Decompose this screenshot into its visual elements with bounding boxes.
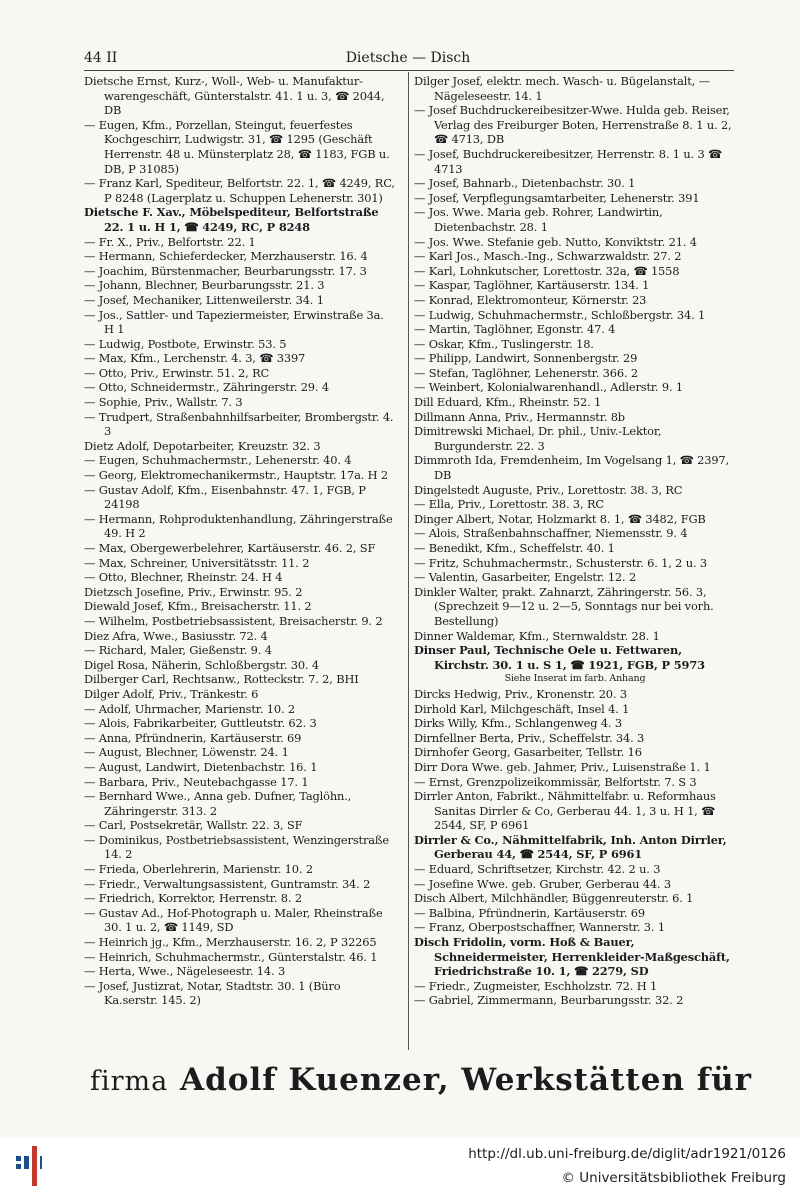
directory-entry: Dirhold Karl, Milchgeschäft, Insel 4. 1: [414, 701, 630, 716]
directory-entry: Dilger Josef, elektr. mech. Wasch- u. Bügelanstalt, — Nägeleseestr. 14. 1: [414, 74, 710, 103]
directory-entry: — Georg, Elektromechanikermstr., Hauptstr. 17a. H 2: [84, 468, 389, 483]
directory-entry: Dirrler & Co., Nähmittelfabrik, Inh. Anton Dirrler, Gerberau 44, ☎ 2544, SF, P 6961: [414, 832, 727, 862]
directory-entry: — Eugen, Kfm., Porzellan, Steingut, feuerfestes Kochgeschirr, Ludwigstr. 31, ☎ 1295 (Geschäft Herrenstr. 48 u. Münsterplatz 28, ☎ 1183, FGB u. DB, P 31085): [84, 117, 390, 176]
directory-entry: — Eugen, Schuhmachermstr., Lehenerstr. 40. 4: [84, 453, 352, 468]
directory-entry: — Jos. Wwe. Stefanie geb. Nutto, Konviktstr. 21. 4: [414, 234, 697, 249]
directory-entry: — Carl, Postsekretär, Wallstr. 22. 3, SF: [84, 818, 303, 833]
university-logo-icon: [16, 1146, 42, 1186]
directory-entry: — Hermann, Schieferdecker, Merzhauserstr. 16. 4: [84, 249, 368, 264]
directory-entry: — Otto, Priv., Erwinstr. 51. 2, RC: [84, 365, 270, 380]
directory-entry: — Konrad, Elektromonteur, Körnerstr. 23: [414, 292, 647, 307]
directory-entry: — Ludwig, Schuhmachermstr., Schloßbergstr. 34. 1: [414, 307, 706, 322]
directory-entry: Diez Afra, Wwe., Basiusstr. 72. 4: [84, 628, 268, 643]
directory-entry: — Trudpert, Straßenbahnhilfsarbeiter, Brombergstr. 4. 3: [84, 409, 394, 439]
directory-entry: — Benedikt, Kfm., Scheffelstr. 40. 1: [414, 541, 615, 555]
directory-entry: — Friedrich, Korrektor, Herrenstr. 8. 2: [84, 891, 302, 906]
directory-entry: — Karl, Lohnkutscher, Lorettostr. 32a, ☎ 1558: [414, 263, 680, 278]
inserat-note: Siehe Inserat im farb. Anhang: [504, 673, 646, 685]
directory-entry: Dinger Albert, Notar, Holzmarkt 8. 1, ☎ 3482, FGB: [414, 511, 706, 526]
directory-entry: — Wilhelm, Postbetriebsassistent, Breisacherstr. 9. 2: [84, 613, 383, 628]
directory-entry: — Gustav Ad., Hof-Photograph u. Maler, Rheinstraße 30. 1 u. 2, ☎ 1149, SD: [84, 905, 383, 935]
directory-entry: — Stefan, Taglöhner, Lehenerstr. 366. 2: [414, 365, 639, 380]
directory-entry: Disch Albert, Milchhändler, Büggenreuterstr. 6. 1: [414, 891, 694, 906]
directory-entry: Dinser Paul, Technische Oele u. Fettwaren, Kirchstr. 30. 1 u. S 1, ☎ 1921, FGB, P 5973: [414, 643, 705, 672]
viewer-footer: [0, 1138, 800, 1195]
directory-entry: — Weinbert, Kolonialwarenhandl., Adlerstr. 9. 1: [414, 380, 683, 395]
advert-text: Adolf Kuenzer, Werkstätten für: [180, 1062, 752, 1098]
header-rule: [84, 70, 734, 71]
left-column: [84, 74, 396, 1008]
directory-entry: — Anna, Pfründnerin, Kartäuserstr. 69: [84, 730, 302, 745]
directory-entry: — Friedr., Verwaltungsassistent, Guntramstr. 34. 2: [84, 876, 371, 891]
directory-entry: — Gustav Adolf, Kfm., Eisenbahnstr. 47. 1, FGB, P 24198: [84, 482, 366, 512]
directory-entry: Dietsche F. Xav., Möbelspediteur, Belfortstraße 22. 1 u. H 1, ☎ 4249, RC, P 8248: [84, 205, 379, 234]
directory-entry: Dimitrewski Michael, Dr. phil., Univ.-Lektor, Burgunderstr. 22. 3: [414, 424, 662, 453]
directory-entry: Dietzsch Josefine, Priv., Erwinstr. 95. 2: [84, 584, 303, 599]
directory-entry: — August, Blechner, Löwenstr. 24. 1: [84, 745, 289, 760]
directory-entry: Dirnfellner Berta, Priv., Scheffelstr. 34. 3: [414, 730, 645, 745]
directory-entry: — Josef, Justizrat, Notar, Stadtstr. 30. 1 (Büro Ka.serstr. 145. 2): [84, 978, 341, 1008]
copyright-notice: © Universitätsbibliothek Freiburg: [561, 1170, 786, 1186]
directory-entry: — Valentin, Gasarbeiter, Engelstr. 12. 2: [414, 570, 637, 585]
directory-entry: Dircks Hedwig, Priv., Kronenstr. 20. 3: [414, 686, 627, 701]
directory-entry: Dilger Adolf, Priv., Tränkestr. 6: [84, 686, 259, 701]
directory-entry: — Heinrich jg., Kfm., Merzhauserstr. 16. 2, P 32265: [84, 935, 377, 950]
directory-entry: Diewald Josef, Kfm., Breisacherstr. 11. 2: [84, 599, 312, 614]
directory-entry: — Hermann, Rohproduktenhandlung, Zähringerstraße 49. H 2: [84, 511, 393, 541]
directory-entry: — Josef, Mechaniker, Littenweilerstr. 34. 1: [84, 292, 324, 307]
directory-entry: — Franz Karl, Spediteur, Belfortstr. 22. 1, ☎ 4249, RC, P 8248 (Lagerplatz u. Schuppen Lehenerstr. 301): [84, 176, 395, 205]
directory-entry: — Dominikus, Postbetriebsassistent, Wenzingerstraße 14. 2: [84, 832, 389, 862]
directory-entry: Dimmroth Ida, Fremdenheim, Im Vogelsang 1, ☎ 2397, DB: [414, 453, 729, 483]
directory-entry: — Josef Buchdruckereibesitzer-Wwe. Hulda geb. Reiser, Verlag des Freiburger Boten, Herrenstraße 8. 1 u. 2, ☎ 4713, DB: [414, 103, 732, 147]
directory-entry: — Jos. Wwe. Maria geb. Rohrer, Landwirtin, Dietenbachstr. 28. 1: [414, 205, 663, 234]
directory-entry: — Adolf, Uhrmacher, Marienstr. 10. 2: [84, 701, 296, 716]
directory-entry: Dill Eduard, Kfm., Rheinstr. 52. 1: [414, 395, 602, 410]
directory-entry: — Max, Schreiner, Universitätsstr. 11. 2: [84, 555, 310, 570]
directory-entry: — Max, Obergewerbelehrer, Kartäuserstr. 46. 2, SF: [84, 541, 376, 555]
directory-entry: — Frieda, Oberlehrerin, Marienstr. 10. 2: [84, 862, 313, 877]
directory-entry: — Richard, Maler, Gießenstr. 9. 4: [84, 643, 272, 658]
page-title: Dietsche — Disch: [345, 50, 471, 66]
directory-entry: — Otto, Blechner, Rheinstr. 24. H 4: [84, 570, 283, 585]
directory-entry: — Kaspar, Taglöhner, Kartäuserstr. 134. 1: [414, 278, 650, 293]
directory-entry: Dinner Waldemar, Kfm., Sternwaldstr. 28. 1: [414, 628, 660, 643]
directory-entry: Dinkler Walter, prakt. Zahnarzt, Zähringerstr. 56. 3, (Sprechzeit 9—12 u. 2—5, Sonntags nur bei vorh. Bestellung): [414, 584, 714, 628]
directory-entry: Dirrler Anton, Fabrikt., Nähmittelfabr. u. Reformhaus Sanitas Dirrler & Co, Gerberau 44. 1, 3 u. H 1, ☎ 2544, SF, P 6961: [414, 789, 716, 833]
directory-entry: Dillmann Anna, Priv., Hermannstr. 8b: [414, 409, 625, 424]
directory-entry: — Eduard, Schriftsetzer, Kirchstr. 42. 2 u. 3: [414, 862, 661, 877]
directory-entry: — Max, Kfm., Lerchenstr. 4. 3, ☎ 3397: [84, 351, 306, 366]
directory-entry: — Karl Jos., Masch.-Ing., Schwarzwaldstr. 27. 2: [414, 249, 682, 264]
directory-entry: — Balbina, Pfründnerin, Kartäuserstr. 69: [414, 905, 645, 920]
directory-entry: — Bernhard Wwe., Anna geb. Dufner, Taglöhn., Zähringerstr. 313. 2: [84, 789, 352, 818]
directory-entry: — Ella, Priv., Lorettostr. 38. 3, RC: [414, 497, 604, 512]
directory-entry: — Otto, Schneidermstr., Zähringerstr. 29. 4: [84, 380, 329, 395]
directory-entry: Dingelstedt Auguste, Priv., Lorettostr. 38. 3, RC: [414, 482, 683, 497]
advertisement-banner: [90, 1062, 752, 1098]
directory-entry: — Barbara, Priv., Neutebachgasse 17. 1: [84, 774, 309, 789]
directory-entry: Disch Fridolin, vorm. Hoß & Bauer, Schneidermeister, Herrenkleider-Maßgeschäft, Friedrichstraße 10. 1, ☎ 2279, SD: [414, 935, 730, 979]
directory-entry: — Jos., Sattler- und Tapeziermeister, Erwinstraße 3a. H 1: [84, 307, 384, 337]
directory-entry: — Ludwig, Postbote, Erwinstr. 53. 5: [84, 336, 287, 351]
directory-entry: Dilberger Carl, Rechtsanw., Rotteckstr. 7. 2, BHI: [84, 672, 359, 687]
directory-entry: Dirnhofer Georg, Gasarbeiter, Tellstr. 16: [414, 745, 642, 760]
directory-entry: — Fritz, Schuhmachermstr., Schusterstr. 6. 1, 2 u. 3: [414, 555, 707, 570]
directory-entry: — August, Landwirt, Dietenbachstr. 16. 1: [84, 759, 318, 774]
directory-entry: — Josef, Buchdruckereibesitzer, Herrenstr. 8. 1 u. 3 ☎ 4713: [414, 146, 723, 176]
directory-entry: — Friedr., Zugmeister, Eschholzstr. 72. H 1: [414, 978, 658, 993]
directory-entry: — Herta, Wwe., Nägeleseestr. 14. 3: [84, 964, 286, 979]
directory-entry: — Josefine Wwe. geb. Gruber, Gerberau 44. 3: [414, 876, 671, 891]
directory-entry: Digel Rosa, Näherin, Schloßbergstr. 30. 4: [84, 657, 319, 672]
right-column: [414, 74, 736, 1008]
directory-entry: — Sophie, Priv., Wallstr. 7. 3: [84, 395, 243, 410]
directory-entry: — Ernst, Grenzpolizeikommissär, Belfortstr. 7. S 3: [414, 774, 697, 789]
directory-entry: Dietsche Ernst, Kurz-, Woll-, Web- u. Manufaktur-warengeschäft, Günterstalstr. 41. 1 u. 3, ☎ 2044, DB: [84, 74, 385, 118]
permalink-url[interactable]: http://dl.ub.uni-freiburg.de/diglit/adr1921/0126: [468, 1146, 786, 1162]
directory-entry: — Martin, Taglöhner, Egonstr. 47. 4: [414, 322, 616, 337]
directory-entry: — Fr. X., Priv., Belfortstr. 22. 1: [84, 234, 256, 249]
directory-entry: — Gabriel, Zimmermann, Beurbarungsstr. 32. 2: [414, 993, 684, 1008]
directory-entry: Dietz Adolf, Depotarbeiter, Kreuzstr. 32. 3: [84, 438, 321, 453]
page-number: 44 II: [84, 50, 118, 66]
directory-entry: — Oskar, Kfm., Tuslingerstr. 18.: [414, 336, 594, 351]
directory-entry: Dirr Dora Wwe. geb. Jahmer, Priv., Luisenstraße 1. 1: [414, 759, 711, 774]
directory-entry: — Josef, Bahnarb., Dietenbachstr. 30. 1: [414, 176, 636, 191]
directory-entry: — Alois, Straßenbahnschaffner, Niemensstr. 9. 4: [414, 526, 688, 541]
page-header: [84, 50, 732, 72]
directory-entry: Dirks Willy, Kfm., Schlangenweg 4. 3: [414, 716, 622, 731]
advert-prefix: firma: [90, 1066, 169, 1097]
column-divider: [408, 72, 409, 1050]
directory-entry: — Josef, Verpflegungsamtarbeiter, Lehenerstr. 391: [414, 190, 700, 205]
directory-entry: — Alois, Fabrikarbeiter, Guttleutstr. 62. 3: [84, 716, 317, 731]
directory-entry: — Heinrich, Schuhmachermstr., Günterstalstr. 46. 1: [84, 949, 378, 964]
directory-entry: — Joachim, Bürstenmacher, Beurbarungsstr. 17. 3: [84, 263, 367, 278]
directory-entry: — Franz, Oberpostschaffner, Wannerstr. 3. 1: [414, 920, 665, 935]
directory-entry: — Philipp, Landwirt, Sonnenbergstr. 29: [414, 351, 638, 366]
directory-entry: — Johann, Blechner, Beurbarungsstr. 21. 3: [84, 278, 325, 293]
